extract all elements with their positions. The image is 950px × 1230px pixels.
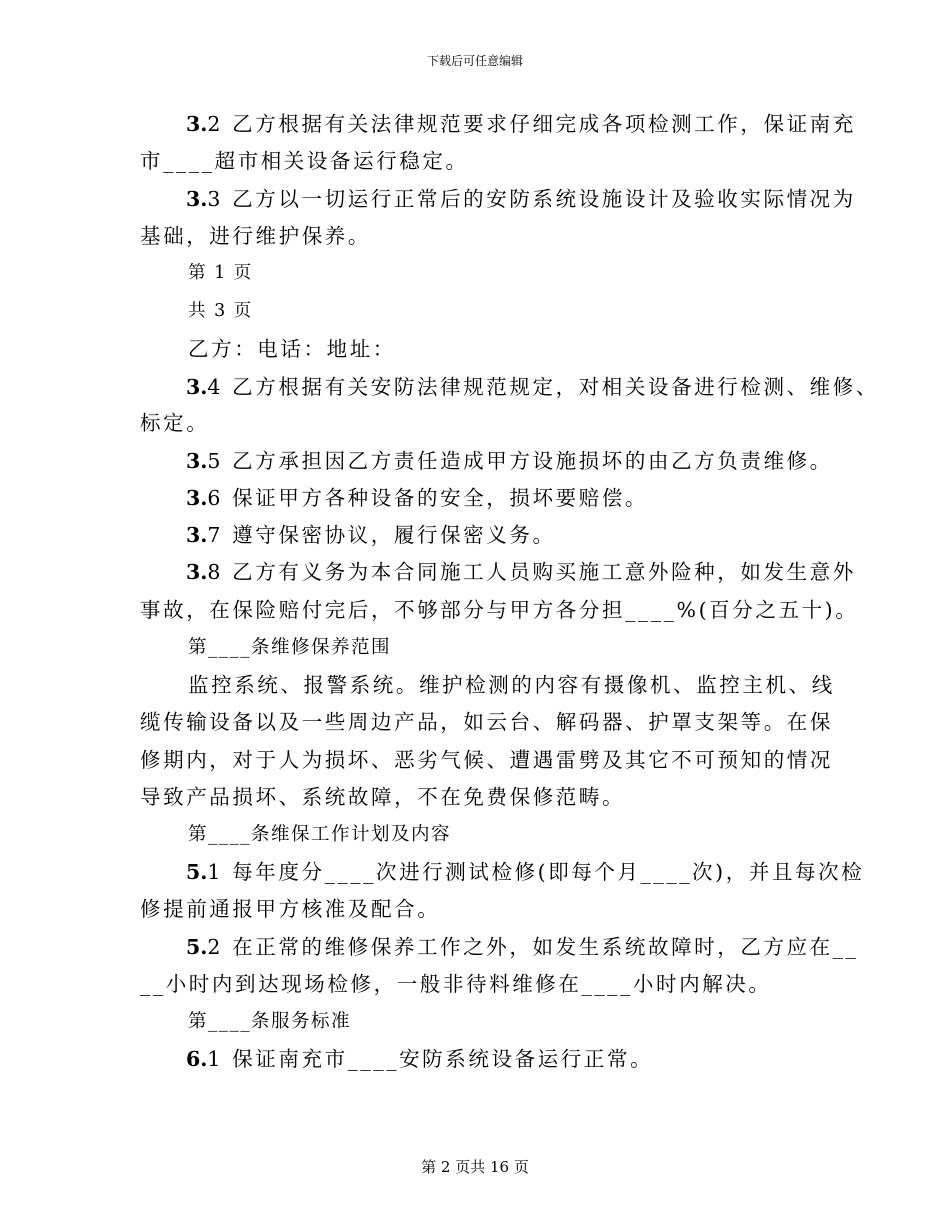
text-line <box>186 521 556 549</box>
text-line <box>186 933 858 961</box>
clause-number: 5. <box>186 935 208 959</box>
section-heading <box>188 821 451 849</box>
text-line <box>140 596 858 624</box>
line-text: 乙方：电话：地址： <box>188 337 396 361</box>
text-line <box>186 484 648 512</box>
page-total-text <box>188 297 253 325</box>
line-text: 1 保证南充市____安防系统设备运行正常。 <box>207 1047 654 1071</box>
text-line <box>140 708 833 736</box>
text-line <box>140 409 209 437</box>
line-text: 5 乙方承担因乙方责任造成甲方设施损坏的由乙方负责维修。 <box>207 449 833 473</box>
clause-number: 3. <box>186 112 208 136</box>
line-text: 监控系统、报警系统。维护检测的内容有摄像机、监控主机、线 <box>188 673 835 697</box>
line-text: 2 乙方根据有关法律规范要求仔细完成各项检测工作，保证南充 <box>207 112 856 136</box>
clause-number: 3. <box>186 486 208 510</box>
line-text: 3 乙方以一切运行正常后的安防系统设施设计及验收实际情况为 <box>207 187 856 211</box>
line-text: 4 乙方根据有关安防法律规范规定，对相关设备进行检测、维修、 <box>207 375 879 399</box>
line-text: 2 在正常的维修保养工作之外，如发生系统故障时，乙方应在__ <box>207 935 859 959</box>
text-line <box>188 671 835 699</box>
party-b-contact-line <box>188 335 396 363</box>
line-text: 第____条维修保养范围 <box>188 637 392 658</box>
clause-number: 5. <box>186 860 208 884</box>
text-line <box>186 447 833 475</box>
line-text: 修提前通报甲方核准及配合。 <box>140 897 441 921</box>
text-line <box>186 185 856 213</box>
page-number-text <box>188 259 253 287</box>
text-line <box>186 373 879 401</box>
clause-number: 3. <box>186 449 208 473</box>
line-text: 8 乙方有义务为本合同施工人员购买施工意外险种，如发生意外 <box>207 560 856 584</box>
clause-number: 3. <box>186 187 208 211</box>
line-text: 修期内，对于人为损坏、恶劣气候、遭遇雷劈及其它不可预知的情况 <box>140 748 833 772</box>
line-text: 事故，在保险赔付完后，不够部分与甲方各分担____%(百分之五十)。 <box>140 598 859 622</box>
line-text: 1 每年度分____次进行测试检修(即每个月____次)，并且每次检 <box>207 860 865 884</box>
line-text: 市____超市相关设备运行稳定。 <box>140 149 469 173</box>
clause-number: 3. <box>186 523 208 547</box>
line-text: 6 保证甲方各种设备的安全，损坏要赔偿。 <box>207 486 648 510</box>
text-line <box>140 222 371 250</box>
clause-number: 3. <box>186 375 208 399</box>
line-text: 第 1 页 <box>188 263 253 283</box>
line-text: 7 遵守保密协议，履行保密义务。 <box>207 523 556 547</box>
section-heading <box>188 1008 351 1036</box>
text-line <box>186 558 856 586</box>
text-line <box>186 1045 653 1073</box>
line-text: 基础，进行维护保养。 <box>140 224 371 248</box>
page-header: 下载后可任意编辑 <box>426 54 523 68</box>
text-line <box>140 746 833 774</box>
line-text: 第____条服务标准 <box>188 1011 352 1032</box>
line-text: 缆传输设备以及一些周边产品，如云台、解码器、护罩支架等。在保 <box>140 710 833 734</box>
clause-number: 3. <box>186 560 208 584</box>
line-text: 第____条维保工作计划及内容 <box>188 824 452 845</box>
page-footer: 第 2 页共 16 页 <box>421 1158 529 1176</box>
text-line <box>186 110 856 138</box>
line-text: 共 3 页 <box>188 301 253 321</box>
clause-number: 6. <box>186 1047 208 1071</box>
line-text: __小时内到达现场检修，一般非待料维修在____小时内解决。 <box>140 972 772 996</box>
text-line <box>140 970 772 998</box>
text-line <box>140 895 440 923</box>
line-text: 标定。 <box>140 411 210 435</box>
line-text: 导致产品损坏、系统故障，不在免费保修范畴。 <box>140 785 626 809</box>
text-line <box>186 858 864 886</box>
text-line <box>140 147 469 175</box>
section-heading <box>188 634 391 662</box>
text-line <box>140 783 625 811</box>
